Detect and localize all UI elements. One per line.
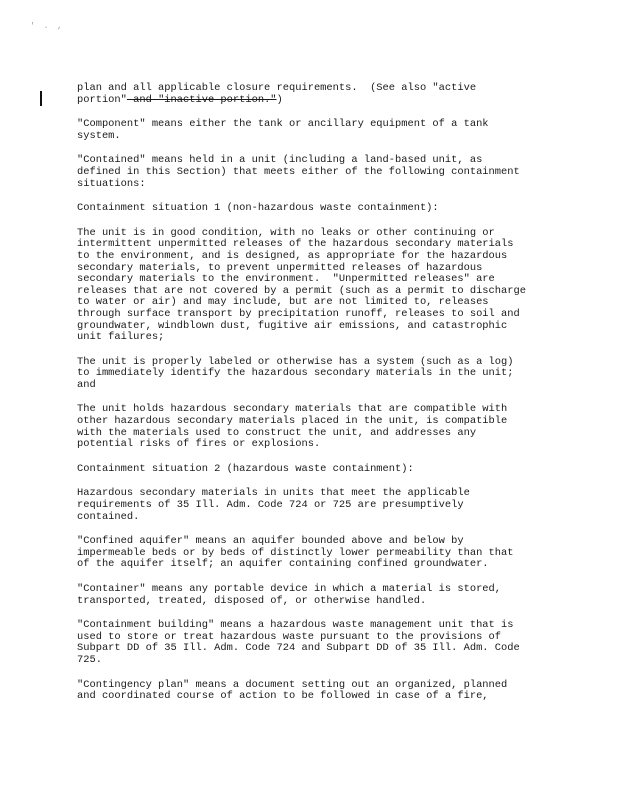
paragraph-closure-continued: [77, 83, 567, 106]
definition-component: "Component" means either the tank or ancillary equipment of a tank system.: [77, 118, 489, 142]
document-body: [77, 83, 567, 716]
header-marks: ' . ,: [30, 22, 65, 31]
containment-condition-labeled: The unit is properly labeled or otherwise has a system (such as a log) to immediately identify the hazardous secondary materials in the unit; and: [77, 355, 514, 391]
containment-situation-1-heading: Containment situation 1 (non-hazardous waste containment):: [77, 202, 439, 215]
definition-contained: "Contained" means held in a unit (including a land-based unit, as defined in this Section) that meets either of the following containment situations:: [77, 154, 520, 190]
definition-containment-building: "Containment building" means a hazardous waste management unit that is used to store or treat hazardous waste pursuant to the provisions of Subpart DD of 35 Ill. Adm. Code 724 and Subpart DD of 35 Ill. Adm. Code 725.: [77, 619, 520, 666]
definition-container: "Container" means any portable device in which a material is stored, transported, treated, disposed of, or otherwise handled.: [77, 583, 502, 607]
paragraph-text: plan and all applicable closure requirements. (See also "active portion": [77, 82, 477, 106]
struck-text: and "inactive portion.": [126, 93, 277, 106]
definition-confined-aquifer: "Confined aquifer" means an aquifer bounded above and below by impermeable beds or by beds of distinctly lower permeability than that of the aquifer itself; an aquifer containing confined groundwater.: [77, 535, 514, 571]
containment-condition-good-condition: The unit is in good condition, with no leaks or other continuing or intermittent unpermitted releases of the hazardous secondary materials to the environment, and is designed, as appropriate for the hazardous secondary materials, to prevent unpermitted releases of hazardous secondary materials to the environment. "Unpermitted releases" are releases that are not covered by a permit (such as a permit to discharge to water or air) and may include, but are not limited to, releases through surface transport by precipitation runoff, releases to soil and groundwater, windblown dust, fugitive air emissions, and catastrophic unit failures;: [77, 226, 526, 344]
containment-situation-2-text: Hazardous secondary materials in units that meet the applicable requirements of 35 Ill. Adm. Code 724 or 725 are presumptively contained.: [77, 487, 470, 523]
paragraph-text-end: ): [276, 93, 283, 106]
revision-bar: [40, 91, 42, 106]
definition-contingency-plan: "Contingency plan" means a document setting out an organized, planned and coordinated course of action to be followed in case of a fire,: [77, 678, 508, 703]
containment-situation-2-heading: Containment situation 2 (hazardous waste containment):: [77, 462, 414, 475]
containment-condition-compatible: The unit holds hazardous secondary materials that are compatible with other hazardous secondary materials placed in the unit, is compatible with the materials used to construct the unit, and addresses any potential risks of fires or explosions.: [77, 403, 508, 451]
